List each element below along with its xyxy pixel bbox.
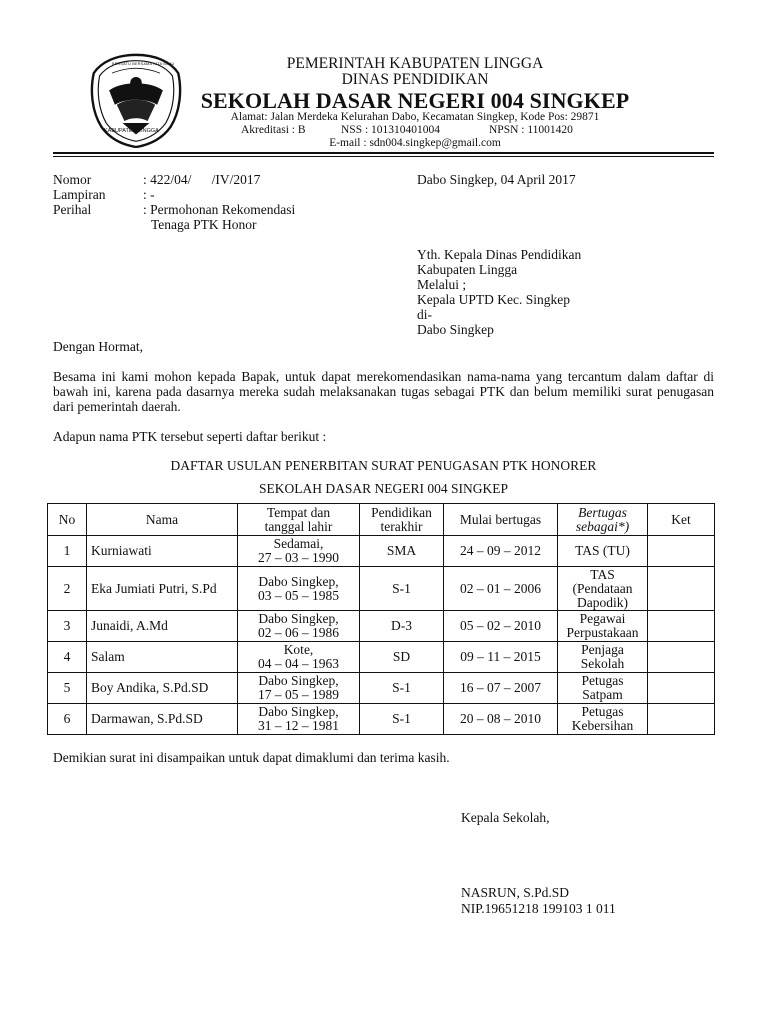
school-name: SEKOLAH DASAR NEGERI 004 SINGKEP [200,88,630,113]
cell-tugas: TAS (Pendataan Dapodik) [558,567,648,611]
table-row [48,611,715,642]
cell-mulai: 02 – 01 – 2006 [444,567,558,611]
cell-no: 2 [48,567,87,611]
cell-nama: Eka Jumiati Putri, S.Pd [87,567,238,611]
cell-pendidikan: D-3 [360,611,444,642]
col-header-ket: Ket [648,504,715,536]
cell-mulai: 20 – 08 – 2010 [444,704,558,735]
npsn: NPSN : 11001420 [489,124,573,136]
list-subtitle: SEKOLAH DASAR NEGERI 004 SINGKEP [258,481,508,496]
table-header-row [48,504,715,536]
letter-date: Dabo Singkep, 04 April 2017 [417,172,576,187]
school-address: Alamat: Jalan Merdeka Kelurahan Dabo, Kecamatan Singkep, Kode Pos: 29871 [230,111,600,123]
cell-tugas: Pegawai Perpustakaan [558,611,648,642]
list-intro: Adapun nama PTK tersebut seperti daftar berikut : [53,429,327,444]
cell-mulai: 05 – 02 – 2010 [444,611,558,642]
cell-ket [648,611,715,642]
cell-ket [648,567,715,611]
cell-pendidikan: SMA [360,536,444,567]
cell-tugas: TAS (TU) [558,536,648,567]
table-row [48,642,715,673]
body-paragraph: Besama ini kami mohon kepada Bapak, untuk dapat merekomendasikan nama-nama yang tercantum dalam daftar di bawah ini, karena pada dasarnya mereka sudah melaksanakan tugas sebagai PTK dan belum memiliki surat penugasan dari pemerintah daerah. [53,369,714,415]
letterhead-rule-thin [53,156,714,157]
cell-pendidikan: S-1 [360,567,444,611]
cell-ttl: Sedamai, 27 – 03 – 1990 [238,536,360,567]
nss: NSS : 101310401004 [341,124,441,136]
cell-tugas: Petugas Satpam [558,673,648,704]
list-title: DAFTAR USULAN PENERBITAN SURAT PENUGASAN PTK HONORER [170,458,597,473]
cell-nama: Darmawan, S.Pd.SD [87,704,238,735]
cell-mulai: 16 – 07 – 2007 [444,673,558,704]
cell-nama: Kurniawati [87,536,238,567]
cell-nama: Salam [87,642,238,673]
lampiran-value: : - [143,187,155,202]
cell-no: 1 [48,536,87,567]
cell-ket [648,536,715,567]
cell-tugas: Penjaga Sekolah [558,642,648,673]
cell-ket [648,642,715,673]
col-header-no: No [48,504,87,536]
school-identifiers [190,124,640,136]
nomor-label: Nomor [53,172,92,187]
cell-ttl: Dabo Singkep, 03 – 05 – 1985 [238,567,360,611]
perihal-label: Perihal [53,202,92,217]
cell-pendidikan: S-1 [360,704,444,735]
logo-text-top: BERSATU BERSAMA KITA MAJU [112,62,175,66]
cell-tugas: Petugas Kebersihan [558,704,648,735]
cell-no: 4 [48,642,87,673]
signature-nip: NIP.19651218 199103 1 011 [461,901,616,916]
cell-no: 3 [48,611,87,642]
lampiran-label: Lampiran [53,187,106,202]
signature-title: Kepala Sekolah, [461,810,550,825]
cell-nama: Junaidi, A.Md [87,611,238,642]
cell-ttl: Dabo Singkep, 02 – 06 – 1986 [238,611,360,642]
cell-nama: Boy Andika, S.Pd.SD [87,673,238,704]
recipient-line: Kepala UPTD Kec. Singkep [417,292,570,307]
government-name: PEMERINTAH KABUPATEN LINGGA [286,55,544,72]
closing-sentence: Demikian surat ini disampaikan untuk dapat dimaklumi dan terima kasih. [53,750,450,765]
recipient-line: Melalui ; [417,277,467,292]
cell-ttl: Kote, 04 – 04 – 1963 [238,642,360,673]
cell-mulai: 09 – 11 – 2015 [444,642,558,673]
recipient-line: di- [417,307,432,322]
greeting: Dengan Hormat, [53,339,143,354]
table-row [48,704,715,735]
school-email: E-mail : sdn004.singkep@gmail.com [329,137,501,149]
cell-ttl: Dabo Singkep, 17 – 05 – 1989 [238,673,360,704]
nomor-value: : 422/04/ /IV/2017 [143,172,261,187]
cell-ket [648,704,715,735]
col-header-nama: Nama [87,504,238,536]
cell-no: 6 [48,704,87,735]
cell-ket [648,673,715,704]
letterhead-rule-thick [53,152,714,154]
perihal-value-line2: Tenaga PTK Honor [151,217,257,232]
col-header-pendidikan: Pendidikan terakhir [360,504,444,536]
table-row [48,536,715,567]
accreditation: Akreditasi : B [241,124,306,136]
cell-pendidikan: SD [360,642,444,673]
cell-no: 5 [48,673,87,704]
department-name: DINAS PENDIDIKAN [341,71,489,88]
cell-pendidikan: S-1 [360,673,444,704]
ptk-table [47,503,715,735]
cell-mulai: 24 – 09 – 2012 [444,536,558,567]
logo-text-bottom: KABUPATEN LINGGA [104,128,159,134]
recipient-line: Yth. Kepala Dinas Pendidikan [417,247,582,262]
table-row [48,673,715,704]
table-row [48,567,715,611]
col-header-tugas: Bertugas sebagai*) [558,504,648,536]
col-header-mulai: Mulai bertugas [444,504,558,536]
recipient-line: Kabupaten Lingga [417,262,518,277]
signature-name: NASRUN, S.Pd.SD [461,885,570,900]
recipient-line: Dabo Singkep [417,322,494,337]
perihal-value-line1: : Permohonan Rekomendasi [143,202,296,217]
col-header-ttl: Tempat dan tanggal lahir [238,504,360,536]
cell-ttl: Dabo Singkep, 31 – 12 – 1981 [238,704,360,735]
